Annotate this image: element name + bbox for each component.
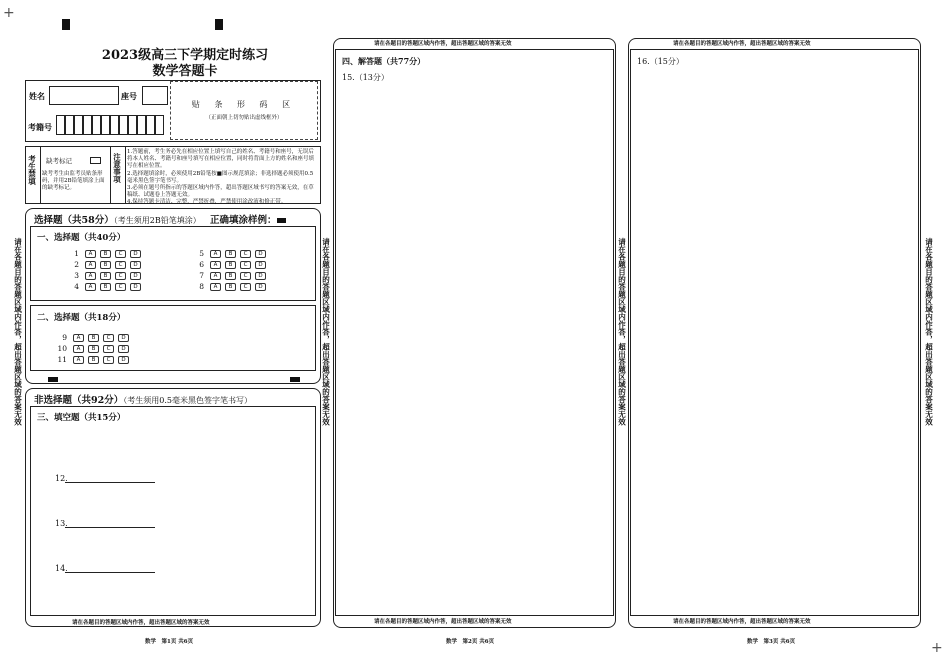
answer-area-warning: 请在各题目的答题区域内作答，超出答题区域的答案无效 — [673, 41, 811, 47]
choice-section — [25, 208, 321, 384]
option-bubble[interactable]: A — [85, 283, 96, 291]
candidate-fill-label: 考生禁填 — [27, 155, 37, 185]
q15-writing-area[interactable] — [335, 49, 614, 616]
option-bubble[interactable]: D — [130, 283, 141, 291]
choice-question-row — [186, 271, 270, 280]
option-bubble[interactable]: B — [100, 272, 111, 280]
option-bubble[interactable]: A — [210, 283, 221, 291]
part1-title: 一、选择题（共40分） — [37, 233, 126, 243]
option-bubble[interactable]: A — [85, 250, 96, 258]
exam-id-digit-cell[interactable] — [65, 115, 74, 135]
option-bubble[interactable]: A — [85, 261, 96, 269]
option-bubble[interactable]: C — [115, 272, 126, 280]
question-number: 11 — [57, 355, 67, 364]
side-warning-page2: 请在各题目的答题区域内作答，超出答题区域的答案无效 — [617, 238, 627, 426]
option-bubble[interactable]: A — [210, 250, 221, 258]
exam-title: 2023级高三下学期定时练习 — [101, 48, 269, 63]
option-bubble[interactable]: B — [225, 272, 236, 280]
option-bubble[interactable]: A — [73, 356, 84, 364]
notice-item-2: 2.选择题填涂时，必须使用2B铅笔按■图示规范填涂；非选择题必须使用0.5毫米黑色签字笔书写。 — [127, 170, 314, 184]
blank-label-13: 13. — [55, 519, 68, 528]
choice-question-row — [61, 249, 145, 258]
side-warning-page1-right: 请在各题目的答题区域内作答，超出答题区域的答案无效 — [321, 238, 331, 426]
option-bubble[interactable]: D — [118, 334, 129, 342]
barcode-area — [170, 81, 318, 140]
q16-writing-area[interactable] — [630, 49, 919, 616]
barcode-title: 贴 条 形 码 区 — [191, 100, 297, 109]
choice-question-row — [61, 282, 145, 291]
nonchoice-section-title: 非选择题（共92分）（考生须用0.5毫米黑色签字笔书写） — [34, 395, 252, 406]
option-bubble[interactable]: D — [130, 250, 141, 258]
timing-mark — [290, 377, 300, 382]
option-bubble[interactable]: B — [100, 250, 111, 258]
question-number: 4 — [74, 282, 79, 291]
notice-item-1: 1.答题前，考生务必先在相应位置上填写自己的姓名、考籍号和座号，无误后将本人姓名、考籍号和座号填写在相应位置，同时将背面上方的姓名和座号填写在相应位置。 — [127, 149, 315, 170]
option-bubble[interactable]: C — [103, 356, 114, 364]
exam-id-digit-cell[interactable] — [128, 115, 137, 135]
option-bubble[interactable]: D — [118, 345, 129, 353]
choice-question-row — [49, 333, 133, 342]
choice-question-row — [49, 344, 133, 353]
question-16-label: 16.（15分） — [637, 57, 684, 66]
fill-in-area — [30, 406, 316, 616]
option-bubble[interactable]: D — [255, 261, 266, 269]
exam-id-digit-cell[interactable] — [137, 115, 146, 135]
option-bubble[interactable]: D — [130, 261, 141, 269]
question-number: 5 — [199, 249, 204, 258]
option-bubble[interactable]: D — [118, 356, 129, 364]
page-footer-1: 数学 第1页 共6页 — [145, 639, 194, 645]
answer-box-q16 — [628, 38, 921, 628]
choice-question-row — [61, 260, 145, 269]
exam-id-digit-cell[interactable] — [92, 115, 101, 135]
name-field[interactable] — [49, 86, 119, 105]
option-bubble[interactable]: D — [255, 272, 266, 280]
absent-checkbox[interactable] — [90, 157, 101, 164]
exam-id-digit-cell[interactable] — [74, 115, 83, 135]
option-bubble[interactable]: B — [225, 250, 236, 258]
notice-box — [25, 146, 321, 204]
part4-title: 四、解答题（共77分） — [342, 56, 426, 66]
seat-field[interactable] — [142, 86, 168, 105]
side-warning-page3: 请在各题目的答题区域内作答，超出答题区域的答案无效 — [924, 238, 934, 426]
exam-id-digit-cell[interactable] — [155, 115, 164, 135]
registration-cross-bottom-right: + — [931, 640, 943, 656]
exam-id-digit-cell[interactable] — [146, 115, 155, 135]
notice-item-3: 3.必须在题号所指示的答题区域内作答，超出答题区域书写的答案无效，在草稿纸、试题卷上答题无效。 — [127, 185, 314, 199]
question-number: 1 — [74, 249, 79, 258]
notice-side-label: 注意事项 — [112, 153, 122, 183]
option-bubble[interactable]: B — [100, 261, 111, 269]
answer-area-warning: 请在各题目的答题区域内作答，超出答题区域的答案无效 — [374, 41, 512, 47]
choice-question-row — [186, 282, 270, 291]
barcode-note: （正面朝上切勿贴出虚线框外） — [205, 115, 283, 121]
question-number: 6 — [199, 260, 204, 269]
side-warning-page1: 请在各题目的答题区域内作答，超出答题区域的答案无效 — [13, 238, 23, 426]
option-bubble[interactable]: B — [88, 356, 99, 364]
question-number: 8 — [199, 282, 204, 291]
answer-blank-12[interactable] — [65, 482, 155, 483]
question-number: 9 — [62, 333, 67, 342]
option-bubble[interactable]: A — [73, 345, 84, 353]
answer-area-warning: 请在各题目的答题区域内作答，超出答题区域的答案无效 — [374, 619, 512, 625]
option-bubble[interactable]: C — [240, 250, 251, 258]
choice-section-title: 选择题（共58分）（考生须用2B铅笔填涂） 正确填涂样例： — [34, 212, 286, 226]
option-bubble[interactable]: C — [115, 283, 126, 291]
option-bubble[interactable]: B — [225, 261, 236, 269]
option-bubble[interactable]: C — [240, 272, 251, 280]
blank-label-14: 14. — [55, 564, 68, 573]
choice-part2 — [30, 305, 316, 371]
exam-id-digit-cell[interactable] — [110, 115, 119, 135]
option-bubble[interactable]: B — [88, 334, 99, 342]
timing-mark — [62, 19, 70, 30]
option-bubble[interactable]: D — [255, 283, 266, 291]
part3-title: 三、填空题（共15分） — [37, 413, 126, 423]
option-bubble[interactable]: C — [240, 261, 251, 269]
question-number: 7 — [199, 271, 204, 280]
answer-blank-14[interactable] — [65, 572, 155, 573]
exam-subtitle: 数学答题卡 — [152, 64, 218, 79]
choice-question-row — [186, 249, 270, 258]
option-bubble[interactable]: D — [130, 272, 141, 280]
option-bubble[interactable]: C — [115, 261, 126, 269]
option-bubble[interactable]: A — [85, 272, 96, 280]
exam-id-label: 考籍号 — [28, 122, 52, 132]
option-bubble[interactable]: A — [210, 261, 221, 269]
question-number: 10 — [57, 344, 67, 353]
timing-mark — [215, 19, 223, 30]
absent-mark-row — [46, 156, 72, 165]
seat-label: 座号 — [121, 91, 137, 101]
blank-label-12: 12. — [55, 474, 68, 483]
part2-title: 二、选择题（共18分） — [37, 313, 126, 323]
nonchoice-section — [25, 388, 321, 627]
question-15-label: 15.（13分） — [342, 73, 389, 82]
option-bubble[interactable]: C — [240, 283, 251, 291]
choice-part1 — [30, 226, 316, 301]
option-bubble[interactable]: D — [255, 250, 266, 258]
name-label: 姓名 — [29, 91, 45, 101]
exam-id-digit-cell[interactable] — [101, 115, 110, 135]
option-bubble[interactable]: A — [73, 334, 84, 342]
question-number: 2 — [74, 260, 79, 269]
answer-area-warning: 请在各题目的答题区域内作答，超出答题区域的答案无效 — [72, 620, 210, 626]
choice-question-row — [186, 260, 270, 269]
option-bubble[interactable]: B — [100, 283, 111, 291]
answer-area-warning: 请在各题目的答题区域内作答，超出答题区域的答案无效 — [673, 619, 811, 625]
choice-question-row — [61, 271, 145, 280]
notice-item-4: 4.保持答题卡清洁、完整，严禁折叠，严禁使用涂改液和修正带。 — [127, 199, 287, 206]
question-number: 3 — [74, 271, 79, 280]
page-footer-2: 数学 第2页 共6页 — [446, 639, 495, 645]
answer-box-q15 — [333, 38, 616, 628]
page-footer-3: 数学 第3页 共6页 — [747, 639, 796, 645]
option-bubble[interactable]: B — [88, 345, 99, 353]
timing-mark — [48, 377, 58, 382]
option-bubble[interactable]: C — [103, 334, 114, 342]
exam-id-digit-cell[interactable] — [119, 115, 128, 135]
option-bubble[interactable]: B — [225, 283, 236, 291]
option-bubble[interactable]: C — [103, 345, 114, 353]
absent-label: 缺考标记 — [46, 157, 72, 165]
registration-cross-top-left: + — [3, 5, 15, 21]
absent-note: 缺考考生由监考员贴条形码，并用2B铅笔填涂上面的缺考标记。 — [42, 171, 105, 192]
exam-id-digit-cell[interactable] — [83, 115, 92, 135]
option-bubble[interactable]: A — [210, 272, 221, 280]
option-bubble[interactable]: C — [115, 250, 126, 258]
answer-blank-13[interactable] — [65, 527, 155, 528]
exam-id-digit-cell[interactable] — [56, 115, 65, 135]
choice-question-row — [49, 355, 133, 364]
